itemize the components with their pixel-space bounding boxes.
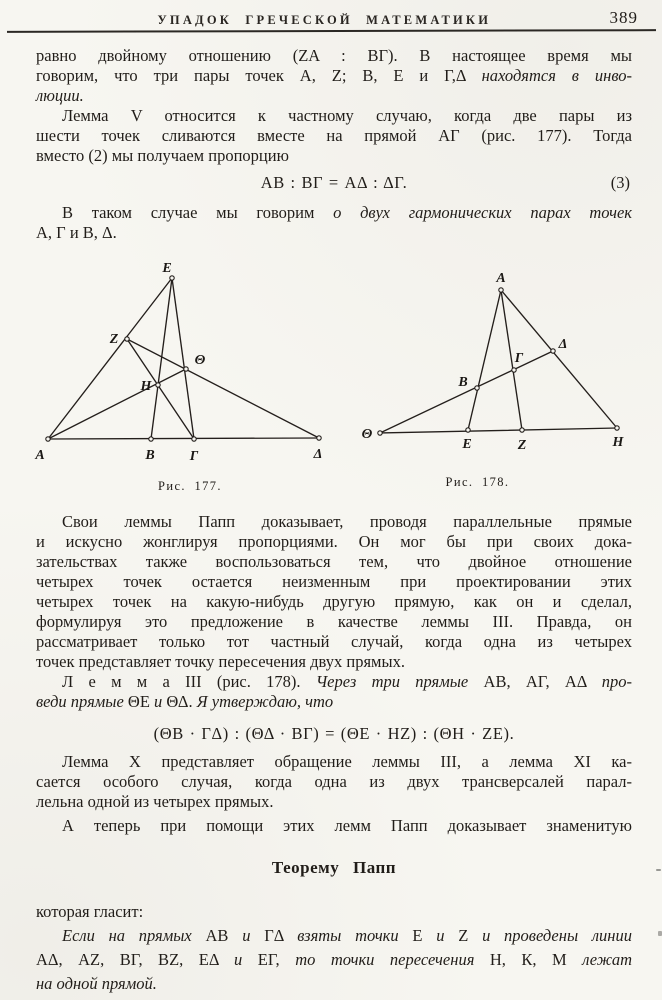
figure-label-A: A	[496, 271, 506, 286]
text-line	[36, 672, 632, 692]
italic-text: Я утверждаю, что	[196, 692, 334, 711]
italic-text: лежат	[582, 950, 633, 969]
figure-line-Th-H	[380, 428, 617, 433]
text: В таком случае мы говорим	[62, 203, 334, 222]
paragraph-lemma-x	[36, 752, 632, 812]
lemma-iii-formula-row	[36, 722, 632, 746]
paragraph-lemma-iii	[36, 672, 632, 712]
figure-177-diagram	[10, 256, 350, 478]
text-line	[36, 223, 632, 243]
text-line	[36, 146, 632, 166]
figure-label-A: A	[35, 448, 45, 463]
italic-text: Если на прямых	[62, 926, 206, 945]
figure-label-Γ: Γ	[514, 351, 524, 366]
figure-point-H	[615, 426, 619, 430]
header-rule	[7, 29, 656, 33]
text-line	[36, 652, 632, 672]
figure-point-B	[149, 437, 153, 441]
paragraph-involution	[36, 46, 632, 106]
text-line	[36, 692, 632, 712]
figure-178-diagram	[355, 256, 657, 478]
figure-label-E: E	[162, 261, 172, 276]
text: шести точек сливаются вместе на прямой АГ (рис. 177). Тогда	[36, 126, 632, 145]
figure-point-A	[499, 288, 503, 292]
figure-label-Δ: Δ	[313, 447, 323, 462]
figure-point-A	[46, 437, 50, 441]
italic-text: и	[154, 692, 167, 711]
figure-label-Θ: Θ	[194, 353, 206, 368]
text-line	[36, 632, 632, 652]
text: ΘΔ.	[166, 692, 197, 711]
italic-text: то точки пересечения	[295, 950, 490, 969]
figure-label-B: B	[458, 375, 468, 390]
running-header	[0, 8, 662, 32]
figure-label-Γ: Γ	[189, 449, 199, 464]
italic-text: и проведены линии	[482, 926, 632, 945]
text: точек представляет точку пересечения двух прямых.	[36, 652, 405, 671]
chapter-title: УПАДОК ГРЕЧЕСКОЙ МАТЕМАТИКИ	[157, 13, 492, 27]
text-line	[36, 816, 632, 836]
formula-3: АВ : ВГ = АΔ : ΔГ.	[260, 173, 408, 192]
text: Лемма V относится к частному случаю, когда две пары из	[62, 106, 632, 125]
equation-number-3: (3)	[610, 173, 630, 192]
text: и искусно жонглируя пропорциями. Он мог бы при своих дока-	[36, 532, 632, 551]
figure-line-A-E	[48, 278, 172, 439]
italic-text: о двух гармонических парах точек	[333, 203, 632, 222]
text-line	[36, 924, 632, 948]
figure-label-Z: Z	[517, 438, 527, 453]
text: рассматривает только тот частный случай, когда одна из четырех	[36, 632, 632, 651]
text-line	[36, 772, 632, 792]
figure-line-A-E	[468, 290, 501, 430]
figure-label-Z: Z	[109, 332, 119, 347]
figure-point-G	[512, 368, 516, 372]
text-line	[36, 752, 632, 772]
figure-point-D	[317, 436, 321, 440]
italic-text: взяты точки	[297, 926, 413, 945]
text-line	[36, 900, 632, 924]
figure-point-Z	[125, 337, 129, 341]
figure-label-Θ: Θ	[361, 427, 373, 442]
figure-point-Z	[520, 428, 524, 432]
text: АВ	[205, 926, 243, 945]
figure-line-Th-D	[380, 351, 553, 433]
text: формулируя это предложение в качестве леммы III. Правда, он	[36, 612, 632, 631]
figure-label-B: B	[145, 448, 155, 463]
italic-text: Через три прямые	[315, 672, 484, 691]
paragraph-pappus-proofs	[36, 512, 632, 672]
italic-text: на одной прямой.	[36, 974, 157, 993]
text-block-bottom	[36, 512, 632, 996]
text: А, Г и В, Δ.	[36, 223, 117, 242]
text-block-top	[36, 46, 632, 243]
text: Z	[458, 926, 483, 945]
text-line	[36, 86, 632, 106]
figure-line-Z-G	[127, 339, 194, 439]
figure-line-Z-D	[127, 339, 319, 438]
figure-line-E-G	[172, 278, 194, 439]
text-line	[36, 66, 632, 86]
text: АВ, АГ, АΔ	[483, 672, 602, 691]
text: ЕГ,	[257, 950, 296, 969]
text: Лемма X представляет обращение леммы III, а лемма XI ка-	[62, 752, 632, 771]
text: Л е м м а III (рис. 178).	[62, 672, 316, 691]
text: АΔ, AZ, ВГ, BZ, ЕΔ	[36, 950, 235, 969]
text: лельна одной из четырех прямых.	[36, 792, 274, 811]
text: вместо (2) мы получаем пропорцию	[36, 146, 289, 165]
text-line	[36, 126, 632, 146]
figure-point-B	[475, 386, 479, 390]
figure-point-E	[170, 276, 174, 280]
italic-text: и	[436, 926, 459, 945]
text: А теперь при помощи этих лемм Папп доказывает знаменитую	[62, 816, 632, 835]
italic-text: и	[234, 950, 258, 969]
text-line	[36, 46, 632, 66]
text: четырех точек на какую-нибудь другую прямую, как он и сделал,	[36, 592, 632, 611]
text-line	[36, 612, 632, 632]
italic-text: про-	[601, 672, 632, 691]
figure-point-D	[551, 349, 555, 353]
text: ΘЕ	[127, 692, 155, 711]
paragraph-lemma-v	[36, 106, 632, 166]
paragraph-harmonic-pairs	[36, 203, 632, 243]
paragraph-now-proves	[36, 816, 632, 836]
figure-line-A-Th	[48, 369, 186, 439]
figure-178-caption: Рис. 178.	[445, 475, 510, 489]
figure-label-Δ: Δ	[558, 337, 568, 352]
text-line	[36, 948, 632, 972]
figure-line-A-D	[48, 438, 319, 439]
text-line	[36, 552, 632, 572]
figure-point-E	[466, 428, 470, 432]
page-number: 389	[609, 8, 638, 27]
theorem-heading: Теорему Папп	[271, 858, 397, 877]
italic-text: веди прямые	[36, 692, 128, 711]
lemma-iii-formula: (ΘВ · ГΔ) : (ΘΔ · ВГ) = (ΘЕ · HZ) : (ΘН · ZЕ).	[153, 724, 515, 743]
text: ГΔ	[264, 926, 298, 945]
figure-177-caption: Рис. 177.	[158, 479, 222, 493]
text: сается особого случая, когда одна из двух трансверсалей парал-	[36, 772, 632, 791]
figure-point-G	[192, 437, 196, 441]
text-line	[36, 532, 632, 552]
text-line	[36, 792, 632, 812]
text-line	[36, 972, 632, 996]
italic-text: и	[242, 926, 265, 945]
figure-point-Th	[378, 431, 382, 435]
figure-label-H: H	[140, 379, 152, 394]
text-line	[36, 592, 632, 612]
italic-text: находятся в инво-	[481, 66, 633, 85]
scan-artifact	[658, 931, 662, 936]
text-line	[36, 203, 632, 223]
text-line	[36, 106, 632, 126]
italic-text: люции.	[36, 86, 84, 105]
formula-3-row	[36, 171, 632, 195]
text: равно двойному отношению (ZA : ВГ). В настоящее время мы	[36, 46, 632, 65]
text: говорим, что три пары точек А, Z; В, Е и Г,Δ	[36, 66, 482, 85]
text: Е	[412, 926, 437, 945]
text-line	[36, 572, 632, 592]
text: четырех точек остается неизменным при проектировании этих	[36, 572, 632, 591]
paragraph-theorem-statement	[36, 900, 632, 996]
figure-label-E: E	[462, 437, 472, 452]
text: Свои леммы Папп доказывает, проводя параллельные прямые	[62, 512, 632, 531]
text: зательствах также воспользоваться тем, что двойное отношение	[36, 552, 632, 571]
figure-point-Th	[184, 367, 188, 371]
figure-label-H: H	[612, 435, 624, 450]
text: которая гласит:	[36, 902, 144, 921]
scan-artifact	[656, 869, 661, 871]
text-line	[36, 512, 632, 532]
text: Н, К, М	[489, 950, 583, 969]
figure-point-H	[156, 383, 160, 387]
